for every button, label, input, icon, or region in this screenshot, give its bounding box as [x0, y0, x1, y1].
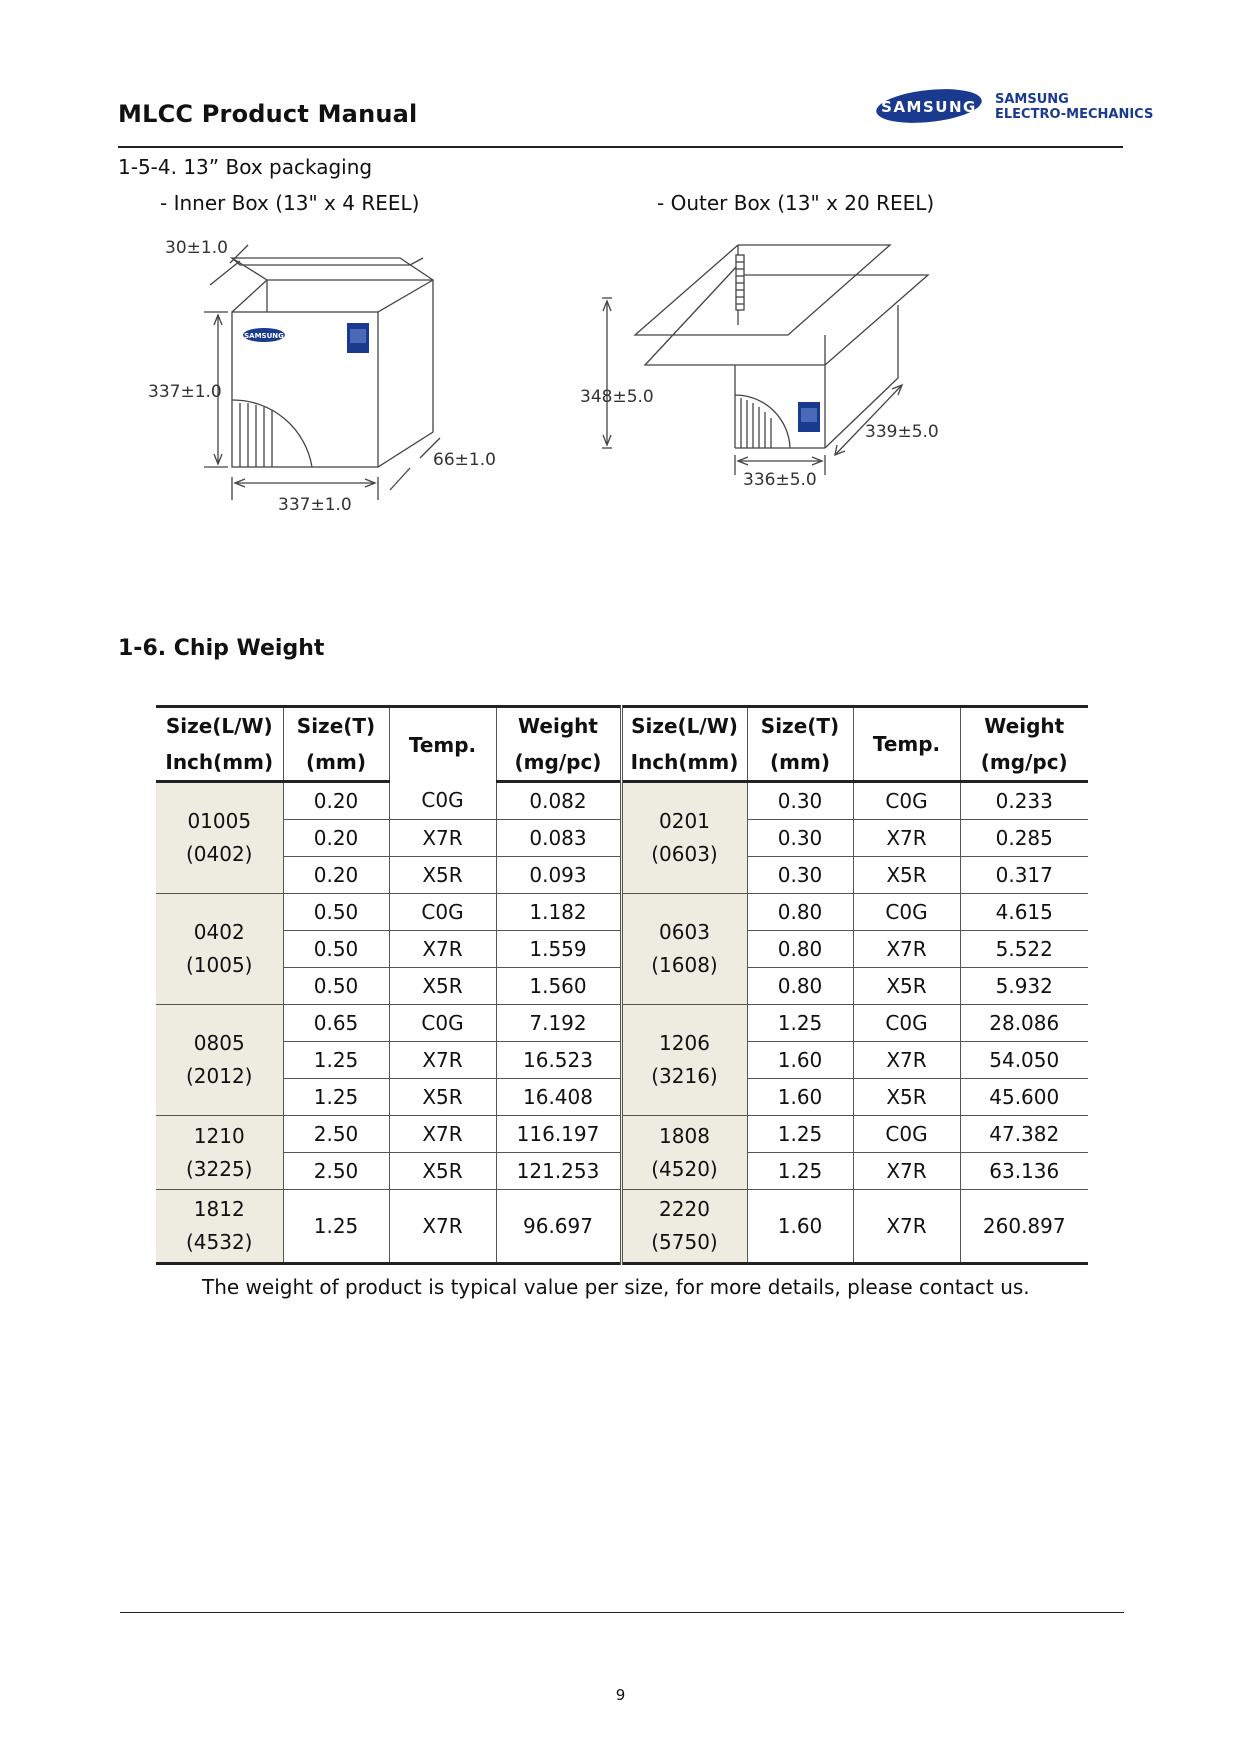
- weight-cell: 121.253: [496, 1153, 621, 1190]
- temp-cell: C0G: [389, 782, 496, 820]
- weight-cell: 4.615: [960, 894, 1088, 931]
- inner-dim-depth: 66±1.0: [433, 450, 496, 470]
- outer-dim-depth: 339±5.0: [865, 422, 939, 442]
- logo-mark: SAMSUNG: [881, 98, 977, 116]
- header-temp: Temp.: [389, 707, 496, 782]
- size-group-cell: [156, 894, 283, 1005]
- size-mm: (0402): [185, 842, 253, 866]
- weight-note: The weight of product is typical value per size, for more details, please contact us.: [202, 1275, 1030, 1299]
- header-size-lw-unit: Inch(mm): [621, 744, 747, 782]
- inner-box-logo: SAMSUNG: [244, 332, 284, 340]
- thickness-cell: 1.25: [747, 1116, 853, 1153]
- thickness-cell: 1.60: [747, 1042, 853, 1079]
- weight-cell: 116.197: [496, 1116, 621, 1153]
- thickness-cell: 0.80: [747, 968, 853, 1005]
- samsung-logo: [873, 86, 1154, 126]
- header-temp: Temp.: [853, 707, 960, 782]
- thickness-cell: 0.30: [747, 782, 853, 820]
- thickness-cell: 1.25: [283, 1190, 389, 1264]
- temp-cell: X5R: [389, 968, 496, 1005]
- thickness-cell: 0.30: [747, 857, 853, 894]
- thickness-cell: 0.50: [283, 894, 389, 931]
- thickness-cell: 1.25: [747, 1005, 853, 1042]
- outer-box-label: - Outer Box (13" x 20 REEL): [657, 191, 935, 215]
- table-row: [156, 894, 1088, 931]
- size-code: 2220: [659, 1197, 710, 1221]
- size-code: 0603: [659, 920, 710, 944]
- thickness-cell: 0.65: [283, 1005, 389, 1042]
- section-16-title: 1-6. Chip Weight: [118, 636, 325, 661]
- thickness-cell: 0.80: [747, 931, 853, 968]
- footer-divider: [120, 1612, 1124, 1613]
- size-group-cell: [621, 894, 747, 1005]
- size-mm: (1608): [651, 953, 718, 977]
- temp-cell: X5R: [853, 968, 960, 1005]
- header-weight: Weight: [496, 707, 621, 745]
- page-title: MLCC Product Manual: [118, 100, 418, 128]
- inner-dim-width: 337±1.0: [278, 495, 352, 515]
- weight-cell: 5.932: [960, 968, 1088, 1005]
- header-weight-unit: (mg/pc): [496, 744, 621, 782]
- thickness-cell: 2.50: [283, 1153, 389, 1190]
- header-divider: [118, 146, 1123, 148]
- temp-cell: X5R: [853, 857, 960, 894]
- size-mm: (3216): [651, 1064, 718, 1088]
- thickness-cell: 2.50: [283, 1116, 389, 1153]
- temp-cell: C0G: [853, 782, 960, 820]
- size-mm: (2012): [185, 1064, 253, 1088]
- temp-cell: X7R: [853, 820, 960, 857]
- weight-cell: 0.082: [496, 782, 621, 820]
- temp-cell: X7R: [389, 931, 496, 968]
- thickness-cell: 0.20: [283, 782, 389, 820]
- temp-cell: X7R: [853, 931, 960, 968]
- header-size-t: Size(T): [283, 707, 389, 745]
- table-row: [156, 1005, 1088, 1042]
- thickness-cell: 0.50: [283, 931, 389, 968]
- temp-cell: X5R: [389, 1079, 496, 1116]
- temp-cell: C0G: [389, 1005, 496, 1042]
- page-number: 9: [615, 1686, 626, 1704]
- thickness-cell: 0.80: [747, 894, 853, 931]
- thickness-cell: 0.20: [283, 820, 389, 857]
- temp-cell: C0G: [389, 894, 496, 931]
- size-group-cell: [621, 1005, 747, 1116]
- inner-dim-height: 337±1.0: [148, 382, 222, 402]
- size-group-cell: [621, 782, 747, 894]
- size-mm: (3225): [185, 1156, 253, 1181]
- weight-cell: 1.560: [496, 968, 621, 1005]
- temp-cell: X5R: [389, 857, 496, 894]
- weight-cell: 47.382: [960, 1116, 1088, 1153]
- outer-box-diagram: [580, 240, 1060, 500]
- outer-dim-height: 348±5.0: [580, 387, 654, 407]
- size-code: 0402: [193, 920, 245, 944]
- size-code: 1210: [193, 1123, 245, 1148]
- weight-cell: 16.523: [496, 1042, 621, 1079]
- thickness-cell: 0.20: [283, 857, 389, 894]
- size-group-cell: [621, 1190, 747, 1264]
- size-group-cell: [156, 1190, 283, 1264]
- chip-weight-table: [156, 705, 1088, 1265]
- logo-company-line1: SAMSUNG: [995, 92, 1069, 107]
- size-mm: (0603): [651, 842, 718, 866]
- temp-cell: C0G: [853, 1116, 960, 1153]
- size-mm: (5750): [651, 1230, 718, 1254]
- size-mm: (4520): [651, 1156, 718, 1181]
- outer-dim-width: 336±5.0: [743, 470, 817, 490]
- temp-cell: C0G: [853, 894, 960, 931]
- weight-cell: 28.086: [960, 1005, 1088, 1042]
- weight-cell: 0.093: [496, 857, 621, 894]
- size-code: 01005: [187, 809, 252, 833]
- weight-cell: 16.408: [496, 1079, 621, 1116]
- thickness-cell: 0.30: [747, 820, 853, 857]
- header-size-lw: Size(L/W): [156, 707, 283, 745]
- weight-cell: 1.559: [496, 931, 621, 968]
- thickness-cell: 0.50: [283, 968, 389, 1005]
- table-row: [156, 1116, 1088, 1153]
- thickness-cell: 1.60: [747, 1190, 853, 1264]
- inner-box-diagram: [140, 225, 520, 525]
- header-size-t-unit: (mm): [283, 744, 389, 782]
- temp-cell: X5R: [389, 1153, 496, 1190]
- temp-cell: X7R: [853, 1042, 960, 1079]
- header-weight-unit: (mg/pc): [960, 744, 1088, 782]
- size-group-cell: [621, 1116, 747, 1190]
- temp-cell: X7R: [389, 1190, 496, 1264]
- thickness-cell: 1.25: [283, 1079, 389, 1116]
- weight-cell: 96.697: [496, 1190, 621, 1264]
- temp-cell: X7R: [389, 1116, 496, 1153]
- table-row: [156, 782, 1088, 820]
- size-group-cell: [156, 1116, 283, 1190]
- weight-cell: 260.897: [960, 1190, 1088, 1264]
- header-size-lw: Size(L/W): [621, 707, 747, 745]
- temp-cell: C0G: [853, 1005, 960, 1042]
- header-weight: Weight: [960, 707, 1088, 745]
- weight-cell: 0.285: [960, 820, 1088, 857]
- weight-cell: 1.182: [496, 894, 621, 931]
- size-code: 1808: [659, 1123, 710, 1148]
- size-code: 0201: [659, 809, 710, 833]
- temp-cell: X5R: [853, 1079, 960, 1116]
- weight-cell: 0.233: [960, 782, 1088, 820]
- weight-cell: 63.136: [960, 1153, 1088, 1190]
- header-size-t-unit: (mm): [747, 744, 853, 782]
- temp-cell: X7R: [853, 1190, 960, 1264]
- temp-cell: X7R: [853, 1153, 960, 1190]
- size-mm: (1005): [185, 953, 253, 977]
- weight-cell: 45.600: [960, 1079, 1088, 1116]
- table-row: [156, 1190, 1088, 1264]
- temp-cell: X7R: [389, 1042, 496, 1079]
- weight-cell: 7.192: [496, 1005, 621, 1042]
- thickness-cell: 1.60: [747, 1079, 853, 1116]
- section-154-title: 1-5-4. 13” Box packaging: [118, 155, 373, 179]
- size-mm: (4532): [185, 1230, 253, 1254]
- weight-cell: 0.083: [496, 820, 621, 857]
- thickness-cell: 1.25: [283, 1042, 389, 1079]
- weight-cell: 5.522: [960, 931, 1088, 968]
- temp-cell: X7R: [389, 820, 496, 857]
- logo-company-line2: ELECTRO-MECHANICS: [995, 107, 1154, 122]
- size-group-cell: [156, 1005, 283, 1116]
- inner-box-label: - Inner Box (13" x 4 REEL): [160, 191, 420, 215]
- inner-dim-flap: 30±1.0: [165, 238, 228, 258]
- header-size-t: Size(T): [747, 707, 853, 745]
- thickness-cell: 1.25: [747, 1153, 853, 1190]
- size-group-cell: [156, 782, 283, 894]
- size-code: 0805: [193, 1031, 245, 1055]
- size-code: 1206: [659, 1031, 710, 1055]
- chip-weight-rows: [156, 782, 1088, 1264]
- weight-cell: 0.317: [960, 857, 1088, 894]
- weight-cell: 54.050: [960, 1042, 1088, 1079]
- header-size-lw-unit: Inch(mm): [156, 744, 283, 782]
- size-code: 1812: [193, 1197, 245, 1221]
